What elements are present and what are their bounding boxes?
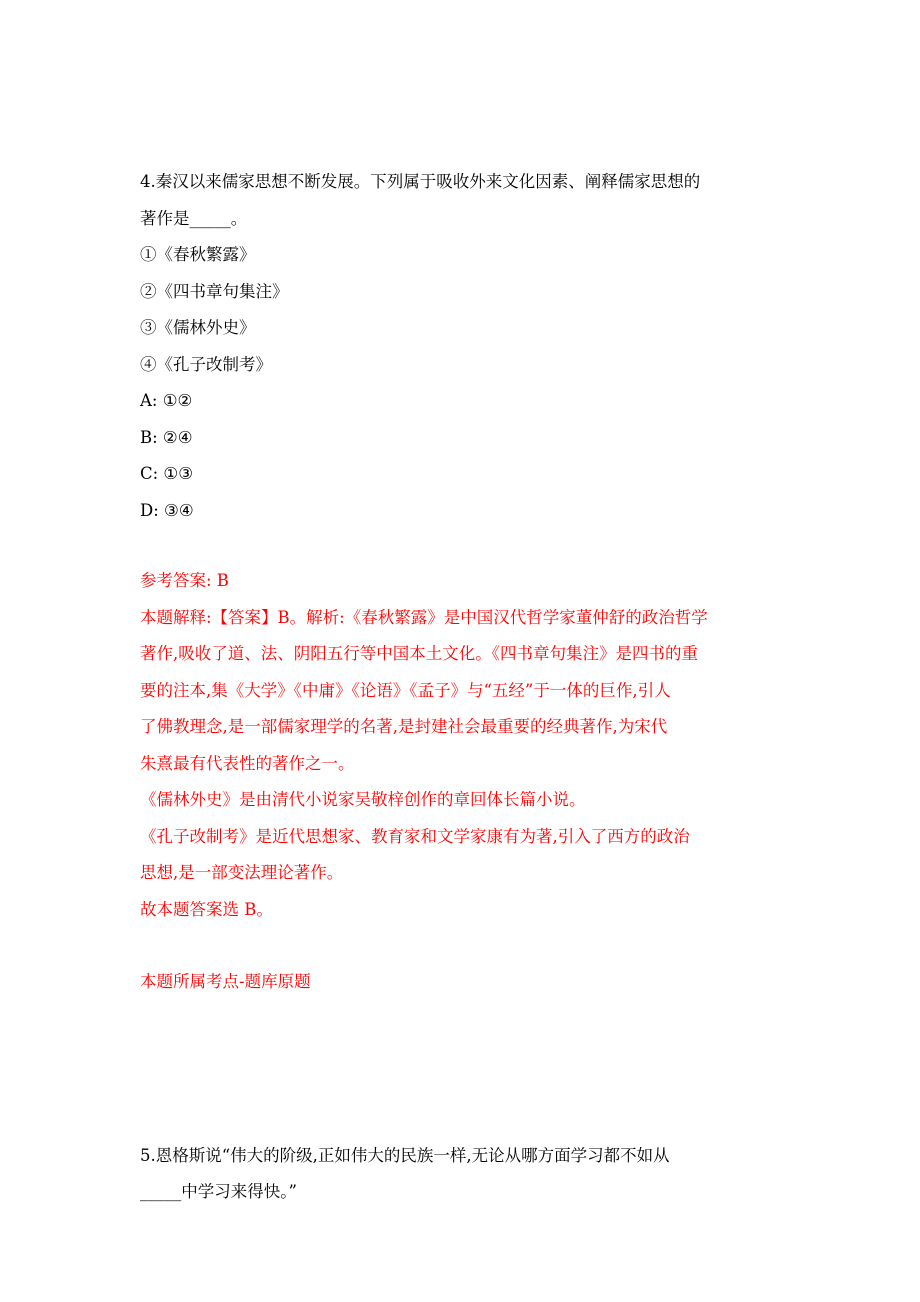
exam-content [140,164,790,1211]
reference-answer: 参考答案: B [140,571,229,590]
question-4-item: ③《儒林外史》 [140,318,256,337]
explanation-line: 故本题答案选 B。 [140,899,273,919]
explanation-line: 思想,是一部变法理论著作。 [140,863,344,882]
question-5 [140,1138,790,1211]
explanation-line: 了佛教理念,是一部儒家理学的名著,是封建社会最重要的经典著作,为宋代 [140,717,668,736]
question-4-stem-line-2: 著作是_____。 [140,208,248,228]
question-4-item: ④《孔子改制考》 [140,354,272,374]
topic-label: 本题所属考点-题库原题 [140,972,311,991]
question-4-option-d: D: ③④ [140,500,194,520]
question-4-option-c: C: ①③ [140,464,194,483]
explanation-line: 朱熹最有代表性的著作之一。 [140,753,355,773]
question-4-item: ①《春秋繁露》 [140,245,256,264]
answer-4-block [140,563,790,1001]
explanation-line: 《孔子改制考》是近代思想家、教育家和文学家康有为著,引入了西方的政治 [140,826,690,846]
question-4-option-b: B: ②④ [140,427,193,447]
question-4-stem-line-1: 4.秦汉以来儒家思想不断发展。下列属于吸收外来文化因素、阐释儒家思想的 [140,172,701,191]
question-5-stem-line-1: 5.恩格斯说“伟大的阶级,正如伟大的民族一样,无论从哪方面学习都不如从 [140,1145,670,1165]
explanation-line: 著作,吸收了道、法、阴阳五行等中国本土文化。《四书章句集注》是四书的重 [140,644,698,663]
explanation-line: 《儒林外史》是由清代小说家吴敬梓创作的章回体长篇小说。 [140,790,586,809]
spacer [140,928,790,964]
explanation-line: 本题解释:【答案】B。解析:《春秋繁露》是中国汉代哲学家董仲舒的政治哲学 [140,607,708,627]
explanation-line: 要的注本,集《大学》《中庸》《论语》《孟子》与“五经”于一体的巨作,引人 [140,680,671,700]
question-5-stem-line-2: _____中学习来得快。” [140,1182,297,1201]
question-4 [140,164,790,529]
question-4-item: ②《四书章句集注》 [140,281,289,301]
spacer [140,1001,790,1138]
question-4-option-a: A: ①② [140,391,193,410]
spacer [140,529,790,563]
